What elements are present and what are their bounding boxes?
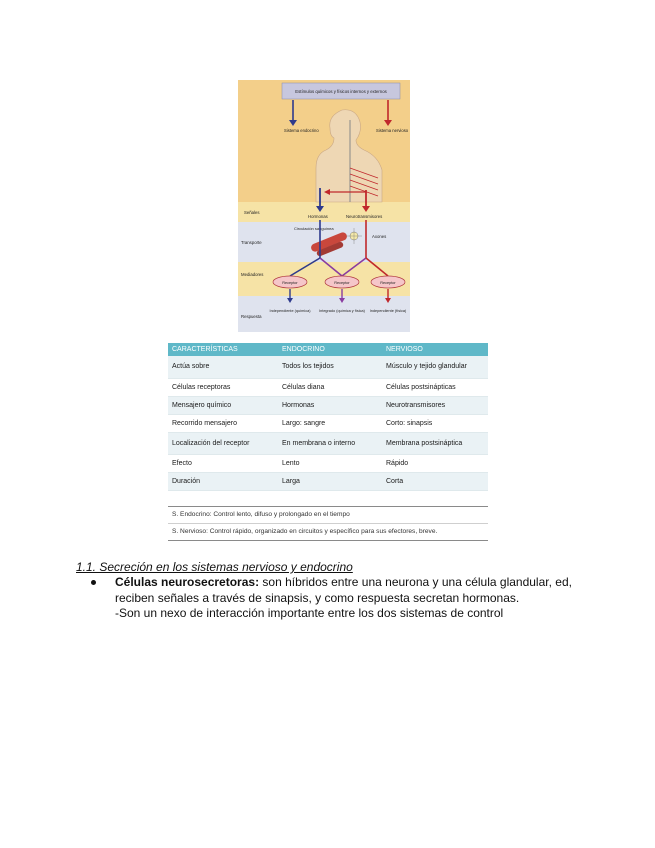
bullet-content [115,575,581,622]
bullet-extra: -Son un nexo de interacción importante entre los dos sistemas de control [115,606,504,620]
table-row [168,396,488,414]
header-endocrino: ENDOCRINO [278,343,382,356]
axones-label: Axones [372,234,387,239]
table-cell: Actúa sobre [168,356,278,378]
table-cell: Largo: sangre [278,414,382,432]
table-cell: Hormonas [278,396,382,414]
table-cell: Recorrido mensajero [168,414,278,432]
row-label-mediadores: Mediadores [241,272,264,277]
table-cell: Todos los tejidos [278,356,382,378]
table-cell: En membrana o interno [278,432,382,454]
table-row [168,472,488,490]
row-label-transporte: Transporte [241,240,262,245]
band-senales [238,202,410,222]
table-cell: Larga [278,472,382,490]
hormonas-label: Hormonas [308,214,328,219]
table-cell: Mensajero químico [168,396,278,414]
header-caracteristicas: CARACTERÍSTICAS [168,343,278,356]
summary-notes [168,506,488,541]
receptor-left-label: Receptor [282,281,298,285]
table-cell: Membrana postsináptica [382,432,488,454]
note-nervioso: S. Nervioso: Control rápido, organizado en circuitos y específico para sus efectores, breve. [168,523,488,540]
table-row [168,454,488,472]
row-label-senales: Señales [244,210,260,215]
bullet-item [91,575,581,622]
stimuli-label: Estímulos químicos y físicos internos y externos [295,89,387,94]
circulacion-label: Circulación sanguínea [294,226,334,231]
table-row [168,356,488,378]
table-cell: Células postsinápticas [382,378,488,396]
table-cell: Células receptoras [168,378,278,396]
table-cell: Lento [278,454,382,472]
receptor-right-label: Receptor [380,281,396,285]
response-middle: Integrado (química y física) [319,309,365,313]
band-respuesta [238,296,410,332]
neurotransmisores-label: Neurotransmisores [346,214,383,219]
bullet-dot [91,580,96,585]
header-nervioso: NERVIOSO [382,343,488,356]
table-row [168,378,488,396]
table-header-row [168,343,488,356]
receptor-middle-label: Receptor [334,281,350,285]
row-label-respuesta: Respuesta [241,314,262,319]
endocrine-system-label: Sistema endocrino [284,128,319,133]
table-cell: Efecto [168,454,278,472]
table-cell: Corta [382,472,488,490]
table-cell: Corto: sinapsis [382,414,488,432]
endocrine-nervous-diagram [238,80,410,332]
bullet-text: son híbridos entre una neurona y una célula glandular, ed, reciben señales a través de sinapsis, y como respuesta secretan hormonas. [115,575,572,605]
table-cell: Duración [168,472,278,490]
table-cell: Localización del receptor [168,432,278,454]
table-cell: Rápido [382,454,488,472]
table-cell: Músculo y tejido glandular [382,356,488,378]
section-heading: 1.1. Secreción en los sistemas nervioso y endocrino [76,560,353,574]
table-cell: Neurotransmisores [382,396,488,414]
bullet-term: Células neurosecretoras: [115,575,260,589]
note-endocrino: S. Endocrino: Control lento, difuso y prolongado en el tiempo [172,511,350,518]
response-right: Independiente (física) [369,309,407,313]
comparison-table [168,343,488,491]
table-row [168,414,488,432]
table-cell: Células diana [278,378,382,396]
table-row [168,432,488,454]
response-left: Independiente (química) [269,309,311,313]
nervous-system-label: Sistema nervioso [376,128,409,133]
